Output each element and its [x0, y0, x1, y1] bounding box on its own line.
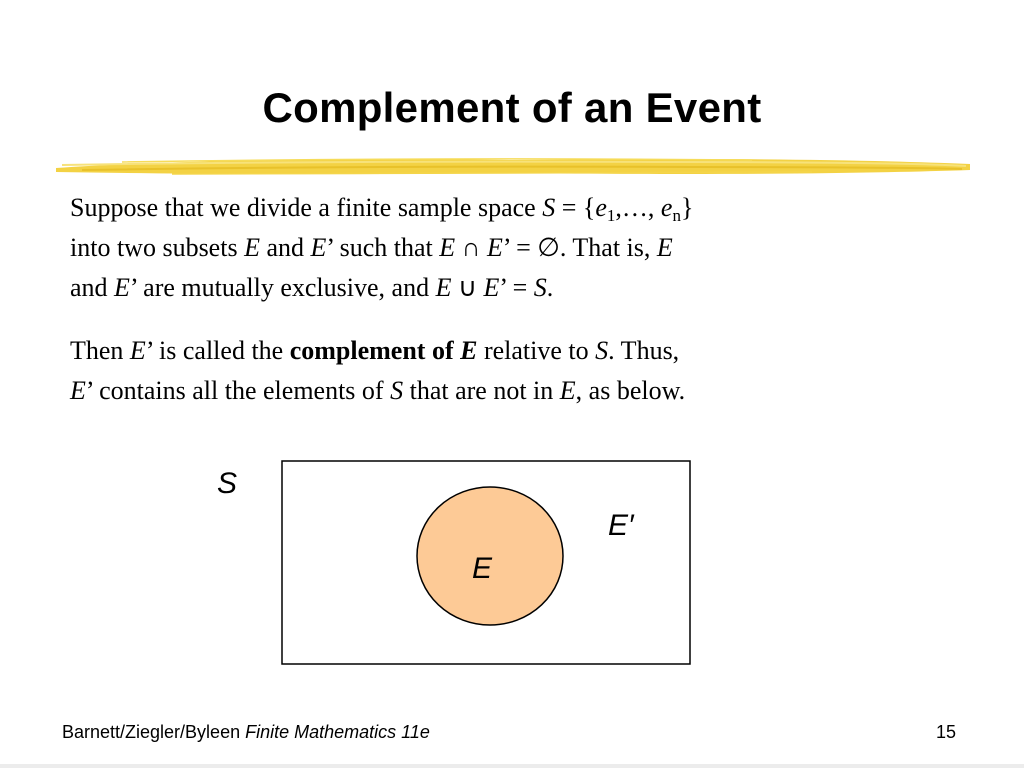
text-run: and	[70, 273, 115, 302]
var-S: S	[542, 193, 556, 222]
text-run: into two subsets	[70, 233, 245, 262]
var-S: S	[390, 376, 404, 405]
var-E: E	[114, 273, 130, 302]
text-run: and	[259, 233, 311, 262]
var-E: E	[310, 233, 327, 262]
text-run: , as below.	[575, 376, 686, 405]
bottom-divider	[0, 764, 1024, 768]
text-run: that are not in	[403, 376, 560, 405]
var-E: E	[486, 233, 503, 262]
complement-label: E′	[608, 509, 634, 542]
universe-label: S	[217, 467, 238, 500]
text-run: ,…,	[615, 193, 661, 222]
text-run: ’ are mutually exclusive, and	[129, 273, 436, 302]
paragraph-line	[70, 188, 693, 228]
subscript: n	[672, 206, 681, 225]
title-underline-brushstroke	[52, 148, 974, 182]
footer-citation	[62, 722, 430, 743]
text-run: Suppose that we divide a finite sample space	[70, 193, 543, 222]
var-E: E	[439, 233, 456, 262]
paragraph-line	[70, 268, 693, 308]
var-e: e	[595, 193, 607, 222]
intersection-symbol: ∩	[455, 233, 487, 262]
text-run: ’ =	[499, 273, 534, 302]
text-run: ’ such that	[326, 233, 440, 262]
paragraph-line	[70, 228, 693, 268]
footer-book-title: Finite Mathematics 11e	[245, 722, 430, 742]
text-run: . Thus,	[608, 336, 680, 365]
text-run: relative to	[477, 336, 596, 365]
var-S: S	[533, 273, 547, 302]
text-run: = {	[555, 193, 596, 222]
paragraph-complement-definition	[70, 331, 685, 411]
event-label: E	[472, 552, 493, 585]
var-E: E	[483, 273, 500, 302]
text-run: .	[546, 273, 554, 302]
text-run: ’ is called the	[145, 336, 290, 365]
var-E: E	[559, 376, 576, 405]
var-E: E	[656, 233, 673, 262]
slide-title: Complement of an Event	[262, 84, 762, 131]
paragraph-line	[70, 371, 685, 411]
text-run: Then	[70, 336, 130, 365]
footer-authors: Barnett/Ziegler/Byleen	[62, 722, 246, 742]
var-E: E	[129, 336, 146, 365]
text-run: ’ contains all the elements of	[85, 376, 391, 405]
slide-number: 15	[935, 722, 956, 742]
union-symbol: ∪	[451, 273, 484, 302]
paragraph-definition	[70, 188, 693, 308]
text-run: ’ = ∅. That is,	[502, 233, 657, 262]
paragraph-line	[70, 331, 685, 371]
venn-diagram	[200, 455, 700, 675]
var-e: e	[660, 193, 673, 222]
bold-var-E: E	[460, 336, 478, 365]
var-E: E	[435, 273, 452, 302]
var-E: E	[70, 376, 86, 405]
var-E: E	[244, 233, 260, 262]
text-run: }	[680, 193, 694, 222]
var-S: S	[595, 336, 609, 365]
subscript: 1	[606, 206, 616, 225]
bold-term: complement of	[289, 336, 461, 365]
